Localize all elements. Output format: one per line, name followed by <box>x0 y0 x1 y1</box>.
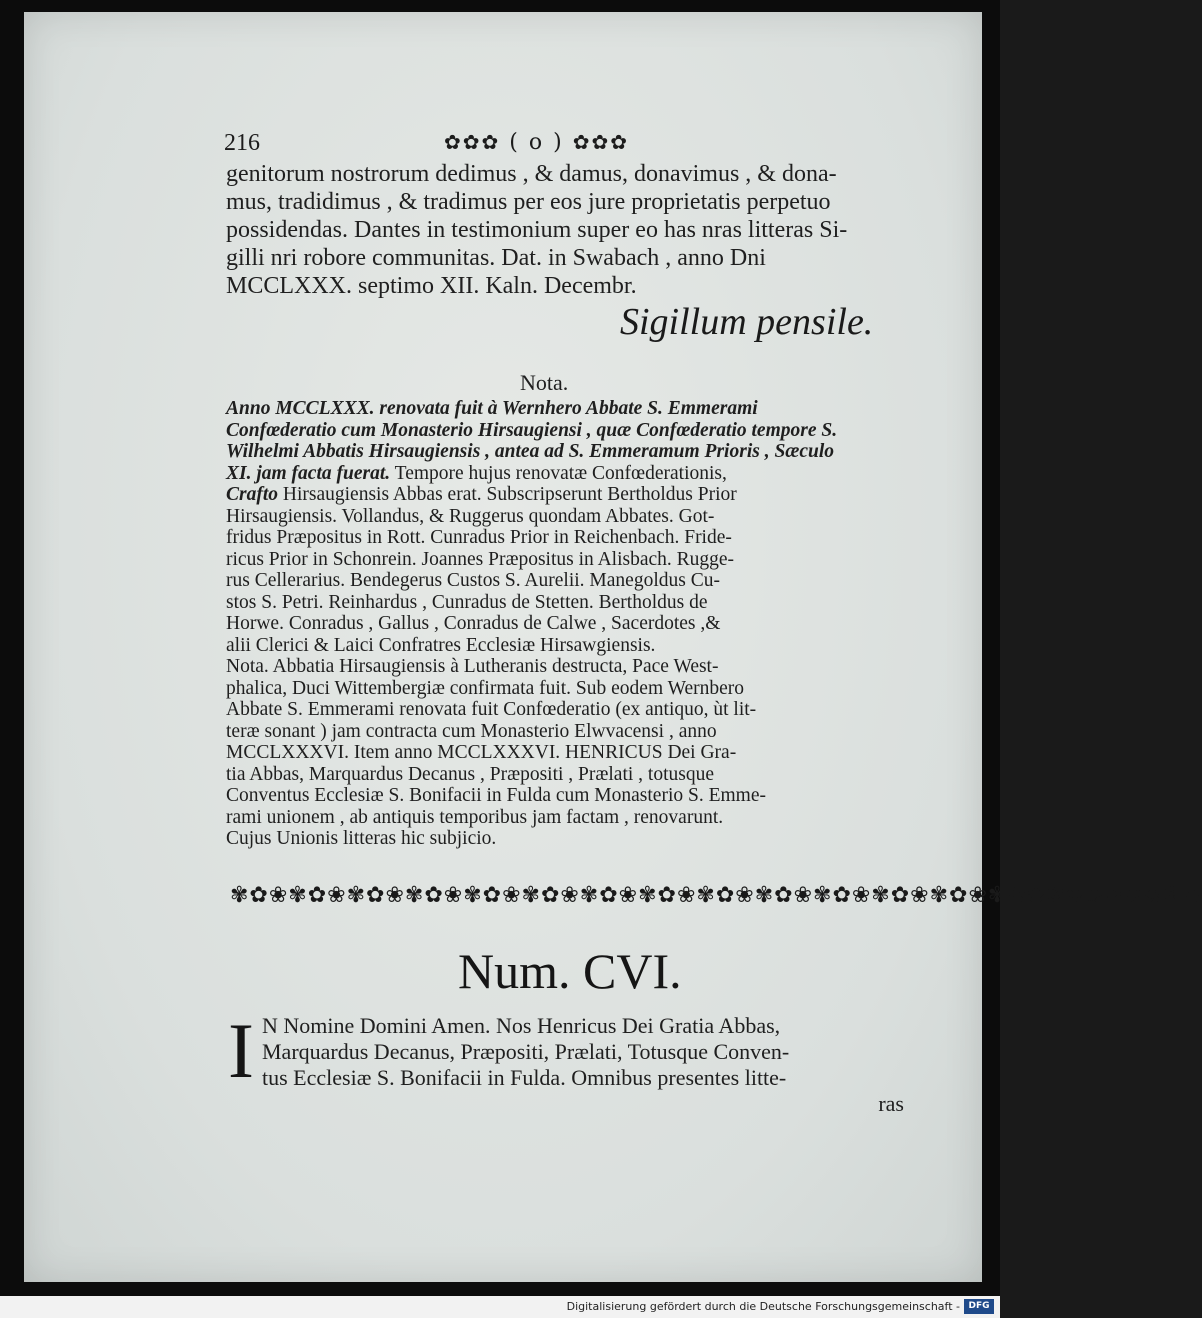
text-line: gilli nri robore communitas. Dat. in Swabach , anno Dni <box>226 245 766 271</box>
nota-line: fridus Præpositus in Rott. Cunradus Prior in Reichenbach. Fride- <box>226 527 732 548</box>
dfg-logo-icon: DFG <box>964 1299 994 1314</box>
ornament-left-icon: ✿✿✿ <box>444 130 501 154</box>
nota-line: tia Abbas, Marquardus Decanus , Præpositi , Prælati , totusque <box>226 763 714 785</box>
nota-line: stos S. Petri. Reinhardus , Cunradus de Stetten. Bertholdus de <box>226 591 708 613</box>
footer-bar <box>0 1296 1000 1318</box>
nota-line: phalica, Duci Wittembergiæ confirmata fuit. Sub eodem Wernbero <box>226 677 745 699</box>
page-number: 216 <box>224 130 260 156</box>
funding-credit: Digitalisierung gefördert durch die Deutsche Forschungsgemeinschaft - <box>566 1300 960 1313</box>
nota-line: Wilhelmi Abbatis Hirsaugiensis , antea ad S. Emmeramum Prioris , Sæculo <box>226 441 835 462</box>
text-line: possidendas. Dantes in testimonium super eo has nras litteras Si- <box>226 217 848 243</box>
nota-line: Nota. Abbatia Hirsaugiensis à Lutheranis destructa, Pace West- <box>226 656 719 677</box>
nota-line: Anno MCCLXXX. renovata fuit à Wernhero Abbate S. Emmerami <box>226 398 758 419</box>
text-line: genitorum nostrorum dedimus , & damus, donavimus , & dona- <box>226 161 837 187</box>
text-line: tus Ecclesiæ S. Bonifacii in Fulda. Omnibus presentes litte- <box>262 1065 787 1090</box>
lead-paragraph <box>226 160 904 300</box>
nota-line: ricus Prior in Schonrein. Joannes Præpositus in Alisbach. Rugge- <box>226 548 735 570</box>
text-line: mus, tradidimus , & tradimus per eos jure proprietatis perpetuo <box>226 189 831 215</box>
nota-line: Confœderatio cum Monasterio Hirsaugiensi , quæ Confœderatio tempore S. <box>226 419 838 441</box>
nota-line: alii Clerici & Laici Confratres Ecclesiæ Hirsawgiensis. <box>226 634 656 656</box>
nota-line: teræ sonant ) jam contracta cum Monasterio Elwvacensi , anno <box>226 720 717 742</box>
ornament-right-icon: ✿✿✿ <box>572 130 629 154</box>
section-heading: Num. CVI. <box>458 943 682 999</box>
nota-line: rami unionem , ab antiquis temporibus jam factam , renovarunt. <box>226 806 724 828</box>
nota-line: Cujus Unionis litteras hic subjicio. <box>226 828 497 849</box>
text-line: ras <box>878 1091 904 1116</box>
header-ornament-center: ( o ) <box>509 130 564 155</box>
seal-caption: Sigillum pensile. <box>620 301 874 343</box>
nota-line: Conventus Ecclesiæ S. Bonifacii in Fulda cum Monasterio S. Emme- <box>226 785 766 806</box>
nota-line: Horwe. Conradus , Gallus , Conradus de Calwe , Sacerdotes ,& <box>226 613 721 634</box>
nota-line: Hirsaugiensis. Vollandus, & Ruggerus quondam Abbates. Got- <box>226 505 715 527</box>
nota-paragraph <box>226 398 904 850</box>
nota-line: MCCLXXXVI. Item anno MCCLXXXVI. HENRICUS Dei Gra- <box>226 742 737 763</box>
nota-line: Abbate S. Emmerami renovata fuit Confœderatio (ex antiquo, ùt lit- <box>226 699 757 720</box>
running-header <box>224 130 904 160</box>
nota-line: XI. jam facta fuerat. Tempore hujus renovatæ Confœderationis, <box>226 462 727 484</box>
drop-cap: I <box>228 1007 254 1094</box>
text-line: Marquardus Decanus, Præpositi, Prælati, Totusque Conven- <box>262 1039 790 1064</box>
nota-line: rus Cellerarius. Bendegerus Custos S. Aurelii. Manegoldus Cu- <box>226 570 720 591</box>
fleuron-divider-icon: ✾✿❀✾✿❀✾✿❀✾✿❀✾✿❀✾✿❀✾✿❀✾✿❀✾✿❀✾✿❀✾✿❀✾✿❀✾✿❀✾✿❀✾✿❀✾✿❀✾✿ <box>230 883 1202 908</box>
header-ornament <box>444 130 629 155</box>
text-line: N Nomine Domini Amen. Nos Henricus Dei Gratia Abbas, <box>262 1013 781 1038</box>
text-line: MCCLXXX. septimo XII. Kaln. Decembr. <box>226 273 637 299</box>
document-paragraph <box>262 1013 904 1117</box>
nota-title: Nota. <box>520 370 569 395</box>
nota-line: Crafto Hirsaugiensis Abbas erat. Subscripserunt Bertholdus Prior <box>226 484 737 505</box>
